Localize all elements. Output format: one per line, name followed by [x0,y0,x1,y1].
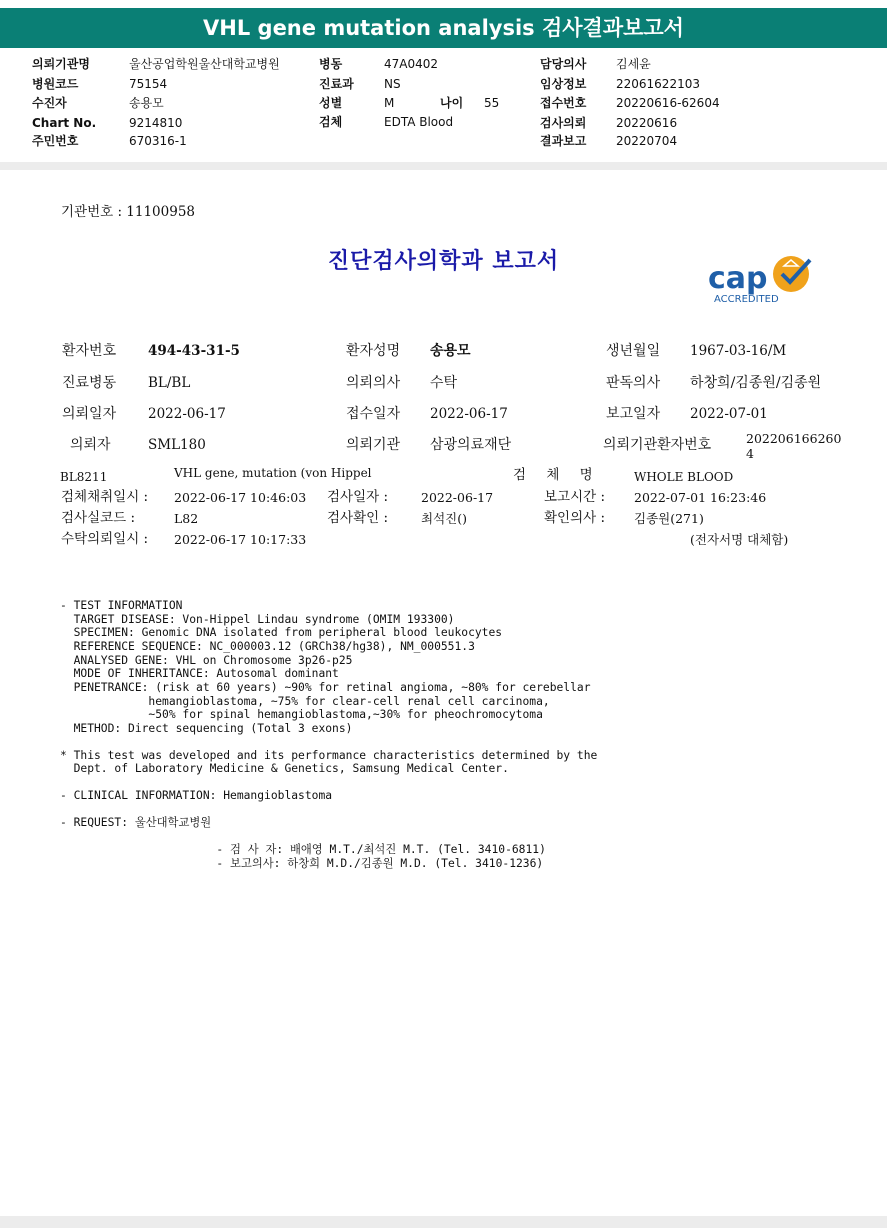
requester-value: SML180 [148,437,206,453]
requesting-doctor-value: 수탁 [430,375,458,391]
report-time-label: 보고시간 : [544,489,606,505]
receipt-date-value: 2022-06-17 [430,406,508,422]
patient-no-value: 494-43-31-5 [148,343,240,359]
confirm-doctor-value: 김종원(271) [634,511,704,526]
body-line: * This test was developed and its performance characteristics determined by the [60,749,598,762]
body-line: hemangioblastoma, ~75% for clear-cell renal cell carcinoma, [60,695,550,708]
body-line: REFERENCE SEQUENCE: NC_000003.12 (GRCh38/hg38), NM_000551.3 [60,640,475,653]
receipt-no-value: 20220616-62604 [616,96,720,110]
ward-label: 병동 [319,57,343,71]
result-report-label: 결과보고 [540,134,587,148]
report-date-value: 2022-07-01 [690,406,768,422]
clinical-info-label: 임상정보 [540,77,587,91]
age-label: 나이 [440,96,464,110]
outsource-request-time-value: 2022-06-17 10:17:33 [174,532,307,547]
specimen-label: 검체 [319,115,343,129]
department-label: 진료과 [319,77,354,91]
receipt-date-label: 접수일자 [346,406,401,422]
report-date-label: 보고일자 [606,406,661,422]
age-value: 55 [484,96,500,110]
body-line: Dept. of Laboratory Medicine & Genetics, Samsung Medical Center. [60,762,509,775]
specimen-value: EDTA Blood [384,115,454,129]
sex-label: 성별 [319,96,343,110]
body-line: - 보고의사: 하창희 M.D./김종원 M.D. (Tel. 3410-1236) [60,857,544,870]
cap-logo-sub: ACCREDITED [714,294,779,305]
test-request-label: 검사의뢰 [540,116,587,130]
patient-value: 송용모 [129,96,164,110]
institution-patient-no-value-1: 202206166260 [746,431,842,446]
test-confirm-label: 검사확인 : [327,510,389,526]
report-title: 진단검사의학과 보고서 [327,248,560,274]
test-request-value: 20220616 [616,116,678,130]
specimen-name-value: WHOLE BLOOD [634,470,734,484]
care-ward-label: 진료병동 [62,375,117,391]
outsource-request-time-label: 수탁의뢰일시 : [61,531,149,547]
sex-value: M [384,96,395,110]
body-line: TARGET DISEASE: Von-Hippel Lindau syndrome (OMIM 193300) [60,613,455,626]
lab-code-label: 검사실코드 : [61,510,136,526]
reading-doctor-label: 판독의사 [606,375,661,391]
physician-label: 담당의사 [540,57,587,71]
patient-label: 수진자 [32,96,67,110]
body-line: MODE OF INHERITANCE: Autosomal dominant [60,667,339,680]
hospital-code-value: 75154 [129,77,168,91]
requesting-institution-value-2: 삼광의료재단 [430,437,512,453]
ward-value: 47A0402 [384,57,439,71]
body-line: PENETRANCE: (risk at 60 years) ~90% for retinal angioma, ~80% for cerebellar [60,681,591,694]
department-value: NS [384,77,401,91]
lab-code-value: L82 [174,511,199,526]
requesting-institution-value: 울산공업학원울산대학교병원 [129,57,280,71]
resident-no-label: 주민번호 [32,134,79,148]
header-divider [0,162,887,170]
requesting-doctor-label: 의뢰의사 [346,375,401,391]
physician-value: 김세윤 [616,57,651,71]
body-line: ~50% for spinal hemangioblastoma,~30% for pheochromocytoma [60,708,543,721]
test-date-label: 검사일자 : [327,489,389,505]
chart-no-label: Chart No. [32,116,97,130]
institution-number: 기관번호 : 11100958 [61,204,196,220]
chart-no-value: 9214810 [129,116,183,130]
body-line: - 검 사 자: 배애영 M.T./최석진 M.T. (Tel. 3410-6811) [60,843,546,856]
body-line: - TEST INFORMATION [60,599,183,612]
test-confirm-value: 최석진() [421,511,467,526]
hospital-code-label: 병원코드 [32,77,79,91]
body-line: SPECIMEN: Genomic DNA isolated from peripheral blood leukocytes [60,626,503,639]
test-code: BL8211 [60,470,108,484]
body-line: ANALYSED GENE: VHL on Chromosome 3p26-p25 [60,654,353,667]
report-time-value: 2022-07-01 16:23:46 [634,490,767,505]
request-date-label: 의뢰일자 [62,406,117,422]
patient-no-label: 환자번호 [62,343,117,359]
report-banner-title: VHL gene mutation analysis 검사결과보고서 [0,8,887,48]
reading-doctor-value: 하창희/김종원/김종원 [690,375,822,391]
birthdate-value: 1967-03-16/M [690,343,787,359]
body-line: - REQUEST: 울산대학교병원 [60,816,212,829]
resident-no-value: 670316-1 [129,134,187,148]
request-date-value: 2022-06-17 [148,406,226,422]
bottom-divider [0,1216,887,1228]
institution-patient-no-label: 의뢰기관환자번호 [603,437,712,453]
result-report-value: 20220704 [616,134,678,148]
care-ward-value: BL/BL [148,375,191,391]
birthdate-label: 생년월일 [606,343,661,359]
requesting-institution-label: 의뢰기관명 [32,57,90,71]
patient-name-label: 환자성명 [346,343,401,359]
test-name: VHL gene, mutation (von Hippel [174,466,372,480]
body-line: - CLINICAL INFORMATION: Hemangioblastoma [60,789,333,802]
receipt-no-label: 접수번호 [540,96,587,110]
collection-time-label: 검체채취일시 : [61,489,149,505]
confirm-doctor-label: 확인의사 : [544,510,606,526]
test-date-value: 2022-06-17 [421,490,494,505]
patient-name-value: 송용모 [430,343,471,359]
specimen-name-label: 검 체 명 [513,467,601,483]
requesting-institution-label-2: 의뢰기관 [346,437,401,453]
body-line: METHOD: Direct sequencing (Total 3 exons) [60,722,353,735]
institution-patient-no-value-2: 4 [746,446,754,461]
requester-label: 의뢰자 [70,437,111,453]
electronic-signature-note: (전자서명 대체함) [690,532,789,547]
collection-time-value: 2022-06-17 10:46:03 [174,490,307,505]
cap-accredited-logo [706,252,818,306]
clinical-info-value: 22061622103 [616,77,700,91]
cap-logo-word: cap [708,261,768,296]
